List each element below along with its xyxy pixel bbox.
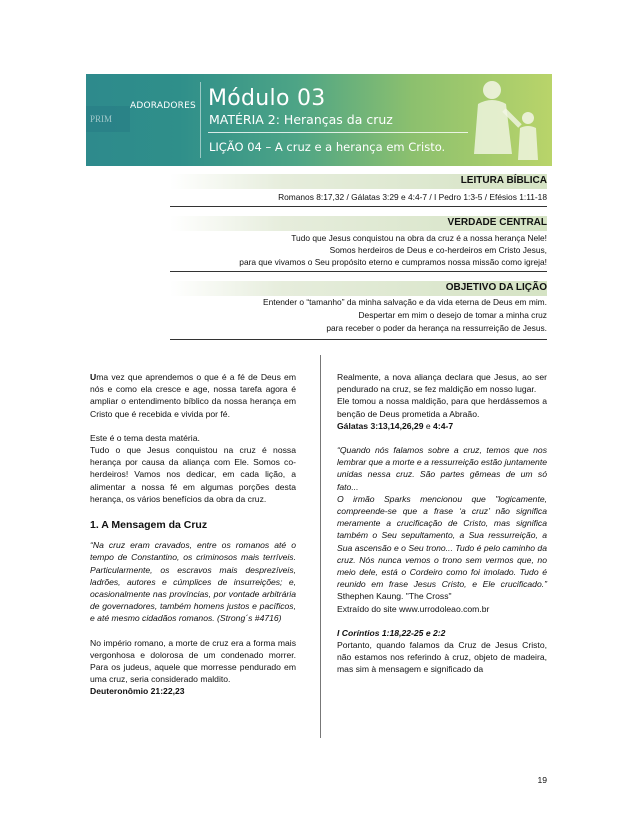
licao-title: LIÇÃO 04 – A cruz e a herança em Cristo. — [209, 140, 446, 154]
module-title: Módulo 03 — [208, 86, 326, 111]
objetivo-line-3: para receber o poder da herança na ressurreição de Jesus. — [326, 323, 547, 333]
strong-quote: “Na cruz eram cravados, entre os romanos até o tempo de Constantino, os criminosos mais terríveis. Particularmente, os escravos mais desprezíveis, ladrões, autores e cúmplices de insurreições; e, ocasionalmente nas províncias, por vontade arbitrária de governadores, também homens justos e pacíficos, e até mesmo cidadãos romanos. (Strong´s #4716) — [90, 540, 296, 624]
cross-quote-1: “Quando nós falamos sobre a cruz, temos que nos lembrar que a morte e a ressurreição estão juntamente unidas nessa cruz. São partes gêmeas de um só fato... — [337, 445, 547, 492]
lesson-banner — [86, 74, 552, 166]
right-column — [337, 371, 547, 676]
corinthians-ref: I Coríntios 1:18,22-25 e 2:2 — [337, 627, 446, 638]
cross-quote-2 — [337, 493, 547, 603]
curse-paragraph: Ele tomou a nossa maldição, para que herdássemos a benção de Deus prometida a Abraão. — [337, 396, 547, 419]
conquest-paragraph: Tudo o que Jesus conquistou na cruz é nossa herança por causa da aliança com Ele. Somos co-herdeiros! Vamos nos dedicar, em cada lição, a alimentar a nossa fé em algumas porções desta herança, os vários benefícios da obra da cruz. — [90, 445, 296, 504]
logo-text: ADORADORES — [130, 101, 196, 111]
galatas-ref — [337, 420, 547, 432]
left-column — [90, 371, 296, 698]
quote-author: Sthephen Kaung. "The Cross" — [337, 591, 452, 602]
new-covenant-paragraph: Realmente, a nova aliança declara que Jesus, ao ser pendurado na cruz, se fez maldição em nosso lugar. — [337, 372, 547, 395]
leitura-title: LEITURA BÍBLICA — [460, 175, 547, 186]
verdade-line-1: Tudo que Jesus conquistou na obra da cruz é a nossa herança Nele! — [291, 233, 547, 243]
intro-text: ma vez que aprendemos o que é a fé de Deus em nós e como ela cresce e age, nossa tarefa agora é ampliar o entendimento bíblico da nossa herança em Cristo que é recebida e vivida por fé. — [90, 372, 296, 419]
materia-title: MATÉRIA 2: Heranças da cruz — [209, 112, 393, 127]
objetivo-underline — [170, 339, 547, 340]
galatas-ref-and: e — [423, 420, 434, 431]
roman-empire-paragraph: No império romano, a morte de cruz era a forma mais vergonhosa e dolorosa de um condenado morrer. Para os judeus, aquele que morresse pendurado em uma cruz, seria considerado maldito. — [90, 637, 296, 685]
galatas-ref-a: Gálatas 3:13,14,26,29 — [337, 420, 424, 431]
message-paragraph: Portanto, quando falamos da Cruz de Jesus Cristo, não estamos nos referindo à cruz, objeto de madeira, mas sim à mensagem e significado da — [337, 640, 547, 675]
objetivo-line-1: Entender o “tamanho” da minha salvação e da vida eterna de Deus em mim. — [263, 297, 547, 307]
svg-text:PRIM: PRIM — [90, 114, 113, 124]
objetivo-title: OBJETIVO DA LIÇÃO — [445, 282, 547, 293]
source-site: Extraído do site www.urrodoleao.com.br — [337, 603, 490, 614]
deuteronomy-ref: Deuteronômio 21:22,23 — [90, 686, 185, 697]
column-separator — [320, 355, 321, 738]
banner-rule — [208, 132, 468, 133]
section-heading: 1. A Mensagem da Cruz — [90, 519, 208, 532]
verdade-underline — [170, 271, 547, 272]
verdade-title: VERDADE CENTRAL — [447, 217, 547, 228]
intro-paragraph — [90, 371, 296, 420]
objetivo-line-2: Despertar em mim o desejo de tomar a minha cruz — [358, 310, 547, 320]
banner-divider — [200, 82, 201, 158]
page-number: 19 — [537, 775, 547, 785]
galatas-ref-b: 4:4-7 — [433, 420, 454, 431]
drop-letter: U — [90, 372, 97, 382]
family-figures-icon — [458, 74, 552, 166]
sparks-quote: O irmão Sparks mencionou que "logicamente, compreende-se que a frase ‘a cruz’ não significa meramente a crucificação de Cristo, mas significa também o Seu sepultamento, a Sua ressurreição, a Sua ascensão e o Seu trono... Tudo é pelo caminho da cruz. Nós nunca vemos o trono sem vermos que, no meio dele, está o Cordeiro como foi imolado. Tudo é reunido em frase Jesus Cristo, e Ele crucificado.” — [337, 493, 547, 590]
verdade-line-2: Somos herdeiros de Deus e co-herdeiros em Cristo Jesus, — [329, 245, 547, 255]
theme-line: Este é o tema desta matéria. — [90, 432, 200, 443]
verdade-line-3: para que vivamos o Seu propósito eterno e cumpramos nossa missão como igreja! — [239, 257, 547, 267]
leitura-refs: Romanos 8:17,32 / Gálatas 3:29 e 4:4-7 / I Pedro 1:3-5 / Efésios 1:11-18 — [278, 192, 547, 202]
leitura-underline — [170, 206, 547, 207]
